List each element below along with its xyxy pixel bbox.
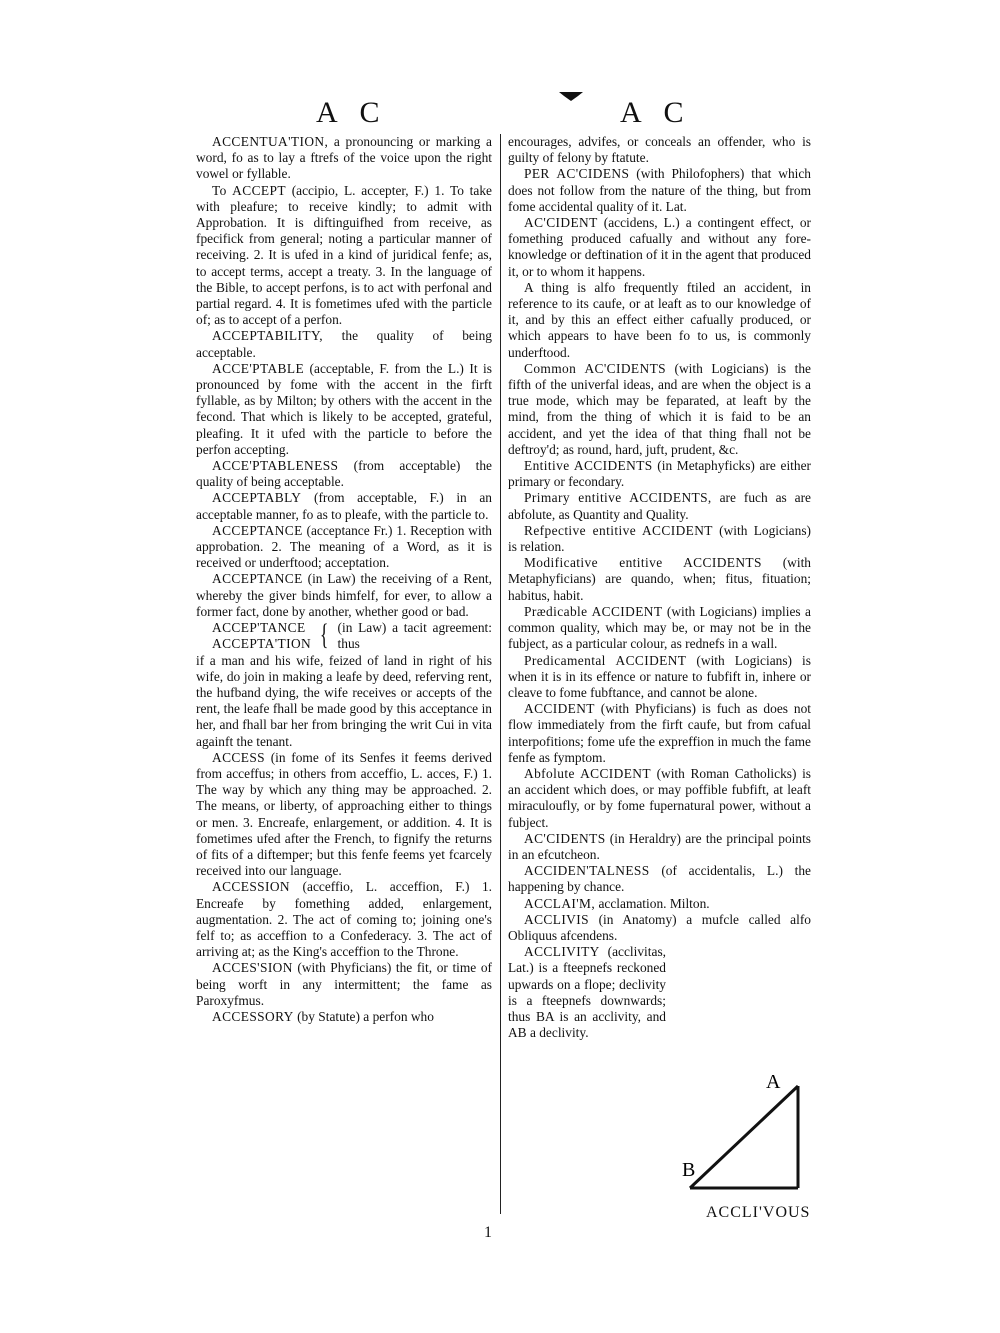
- entry-paragraph: A thing is alfo frequently ftiled an accident, in reference to its caufe, or at leaft as to our knowledge of it, and by this an effect either cafually produced, or which appears to have been fo to us, is commonly underftood.: [508, 279, 811, 360]
- left-column: [196, 134, 492, 1025]
- page-number: 1: [484, 1224, 492, 1241]
- entry-headword: ACCLIVIS: [524, 911, 589, 927]
- entry-definition: (in Law) the receiving of a Rent, whereby the giver binds himfelf, for ever, to allow a former fact, done by another, whether good or bad.: [196, 571, 492, 619]
- entry-definition: (of accidentalis, L.) the happening by chance.: [508, 863, 811, 895]
- entry-definition: (with Metaphyficians) are quando, when; fitus, fituation; habitus, habit.: [508, 555, 811, 603]
- entry-definition: (in fome of its Senfes it feems derived from acceffus; in others from acceffio, L. acces, F.) 1. The way by which any thing may be approached. 2. The means, or liberty, of approaching either to things or men. 3. Encreafe, enlargement, or addition. 4. It is fometimes ufed after the French, to fignify the returns of fits of a diftemper; but this fenfe feems yet fcarcely received into our language.: [196, 749, 492, 879]
- entry-definition: (in Anatomy) a mufcle called alfo Obliquus afcendens.: [508, 911, 811, 943]
- entry-headword: Refpective entitive ACCIDENT: [524, 522, 713, 538]
- entry: [508, 701, 811, 766]
- entry-definition: (from acceptable) the quality of being acceptable.: [196, 458, 492, 490]
- entry: [508, 361, 811, 458]
- page-header-right: A C: [620, 96, 692, 129]
- entry: [508, 523, 811, 555]
- triangle-label-b: B: [682, 1159, 696, 1181]
- entry: [196, 879, 492, 960]
- entry-definition: (with Roman Catholicks) is an accident which does, or may poffible fubfift, at leaft miraculoufly, or by fome fupernatural power, without a fubject.: [508, 765, 811, 830]
- entry: [196, 134, 492, 183]
- entry-headword: Modificative entitive ACCIDENTS: [524, 555, 762, 571]
- entry: [508, 604, 811, 653]
- entry: [196, 361, 492, 458]
- bracketed-entry: [196, 620, 492, 652]
- entry-headword: ACCE'PTABLENESS: [212, 458, 339, 474]
- entry-headword: ACCEPTABLY: [212, 490, 302, 506]
- right-column: [508, 134, 811, 1041]
- entry-definition: (accidens, L.) a contingent effect, or fomething produced cafually and without any fore-knowledge or deftination of it in the agent that produced it, or to whom it happens.: [508, 215, 811, 279]
- entry-headword: Common AC'CIDENTS: [524, 360, 667, 376]
- entry-headword: ACCEPTA'TION: [212, 636, 312, 652]
- catchword: ACCLI'VOUS: [706, 1204, 811, 1221]
- entry-headword: Predicamental ACCIDENT: [524, 652, 687, 668]
- entry-definition: (in Heraldry) are the principal points in an efcutcheon.: [508, 830, 811, 862]
- entry-definition: (with Phyficians) is fuch as does not flow immediately from the firft caufe, but from cafual interpofitions; fome ufe the expreffion in much the fame fenfe as fymptom.: [508, 701, 811, 765]
- entry-headword: Entitive ACCIDENTS: [524, 458, 653, 474]
- entry-headword: ACCLAI'M,: [524, 895, 596, 911]
- acclivity-triangle-diagram: [678, 1066, 818, 1226]
- entry-headword: To ACCEPT: [212, 182, 286, 198]
- entry-definition: (acceffio, L. acceffion, F.) 1. Encreafe by fomething added, enlargement, augmentation. 2. The act of coming to; joining one's felf to; as acceffion to a Confederacy. 3. The act of arriving at; as the King's acceffion to the Throne.: [196, 879, 492, 960]
- entry: [196, 523, 492, 572]
- entry: [196, 1009, 492, 1025]
- entry-definition: (with Logicians) is the fifth of the univerfal ideas, and are when the object is a true mode, which may be feparated, at leaft by the mind, from the thing of which it is faid to be an accident, and yet the idea of that thing fhall not be deftroy'd; as round, hard, juft, prudent, &c.: [508, 360, 812, 457]
- entry: [196, 490, 492, 522]
- entry-definition: (with Phyficians) the fit, or time of being worft in any intermittent; the fame as Paroxyfmus.: [196, 960, 492, 1008]
- entry-headword: ACCESSORY: [212, 1008, 294, 1024]
- entry: [508, 458, 811, 490]
- entry-definition: acclamation. Milton.: [595, 895, 710, 911]
- entry-definition: (with Logicians) implies a common quality, which may be, or may not be in the fubject, as a particular colour, as rednefs in a wall.: [508, 603, 811, 652]
- entry: [508, 766, 811, 831]
- entry-definition: (in Metaphyficks) are either primary or fecondary.: [508, 458, 811, 490]
- page-header-left: A C: [316, 96, 388, 129]
- entry: [508, 944, 666, 1041]
- entry: [196, 328, 492, 360]
- entry: [196, 960, 492, 1009]
- entry-definition: (in Law) a tacit agreement: thus: [337, 620, 492, 652]
- entry-headword: ACCEPTANCE: [212, 571, 303, 587]
- curly-brace-icon: {: [320, 618, 329, 652]
- entry-definition: (acclivitas, Lat.) is a fteepnefs reckoned upwards on a flope; declivity is a fteepnefs downwards; thus BA is an acclivity, and AB a declivity.: [508, 944, 666, 1041]
- entry: [196, 750, 492, 880]
- entry-headword: ACCIDEN'TALNESS: [524, 863, 650, 879]
- entry-definition: a pronouncing or marking a word, fo as to lay a ftrefs of the voice upon the right vowel or fyllable.: [196, 134, 492, 182]
- entry-headword: AC'CIDENT: [524, 215, 598, 231]
- entry: [508, 166, 811, 215]
- entry-definition: (from acceptable, F.) in an acceptable manner, fo as to pleafe, with the particle to.: [196, 490, 492, 522]
- entry-headword: ACCE'PTABLE: [212, 360, 305, 376]
- entry-headword: ACCEPTABILITY,: [212, 328, 324, 344]
- entry-definition: (acceptance Fr.) 1. Reception with approbation. 2. The meaning of a Word, as it is received or underftood; acceptation.: [196, 522, 492, 571]
- entry-definition: the quality of being acceptable.: [196, 328, 492, 360]
- entry-headword: ACCEP'TANCE: [212, 620, 306, 636]
- triangle-hypotenuse: [690, 1086, 798, 1188]
- entry-headword: Primary entitive ACCIDENTS,: [524, 490, 712, 506]
- entry-headword: AC'CIDENTS: [524, 830, 606, 846]
- entry-headword: PER AC'CIDENS: [524, 166, 630, 182]
- entry: [508, 831, 811, 863]
- bracketed-headwords: [196, 620, 311, 652]
- entry: [196, 458, 492, 490]
- entry: [508, 653, 811, 702]
- entry: [508, 912, 811, 944]
- entry-definition: (acceptable, F. from the L.) It is pronounced by fome with the accent in the firft fyllable, as by Milton; by others with the accent in the fecond. That which is likely to be accepted, grateful, pleafing. It it ufed with the particle to before the perfon accepting.: [196, 360, 492, 457]
- entry: [196, 183, 492, 329]
- entry-headword: Prædicable ACCIDENT: [524, 603, 663, 619]
- entry-headword: ACCESS: [212, 749, 266, 765]
- entry-headword: ACCESSION: [212, 879, 291, 895]
- entry-headword: Abfolute ACCIDENT: [524, 765, 651, 781]
- entry-definition: (with Logicians) is relation.: [508, 522, 811, 555]
- entry: [508, 896, 811, 912]
- ornament-icon: [558, 90, 584, 102]
- entry-definition: (by Statute) a perfon who: [293, 1008, 434, 1024]
- entry: [508, 555, 811, 604]
- entry: [196, 571, 492, 620]
- column-rule: [500, 134, 501, 1214]
- acclivity-block: [508, 944, 811, 1041]
- entry-continuation: if a man and his wife, feized of land in right of his wife, do join in making a leafe by deed, referving rent, the hufband dying, the wife receives or accepts of the rent, the leafe fhall be made good by this acceptance in her, and fhall bar her from bringing the writ Cui in vita againft the tenant.: [196, 652, 492, 749]
- entry: [508, 863, 811, 895]
- entry-headword: ACCENTUA'TION,: [212, 134, 329, 149]
- entry-headword: ACCLIVITY: [524, 944, 600, 960]
- entry: [508, 215, 811, 280]
- entry-headword: ACCEPTANCE: [212, 522, 303, 538]
- entry-definition: (with Logicians) is when it is in its effence or nature to fubfift in, inhere or cleave to fome fubftance, and cannot be alone.: [508, 652, 811, 700]
- entry-definition: are fuch as are abfolute, as Quantity and Quality.: [508, 490, 811, 522]
- entry-headword: ACCES'SION: [212, 960, 293, 976]
- entry-definition: (accipio, L. accepter, F.) 1. To take with pleafure; to receive kindly; to admit with Approbation. It is diftinguifhed from receive, as fpecifick from general; noting a particular manner of receiving. 2. It is ufed in a kind of juridical fenfe; as, to accept terms, accept a treaty. 3. In the language of the Bible, to accept perfons, is to act with perfonal and partial regard. 4. It is fometimes ufed with the particle of; as to accept of a perfon.: [196, 182, 492, 328]
- triangle-label-a: A: [766, 1071, 781, 1093]
- entry-continuation: encourages, advifes, or conceals an offender, who is guilty of felony by ftatute.: [508, 134, 811, 166]
- entry-headword: ACCIDENT: [524, 701, 595, 717]
- entry-definition: (with Philofophers) that which does not follow from the nature of the thing, but from fome accidental quality of it. Lat.: [508, 166, 811, 214]
- entry: [508, 490, 811, 522]
